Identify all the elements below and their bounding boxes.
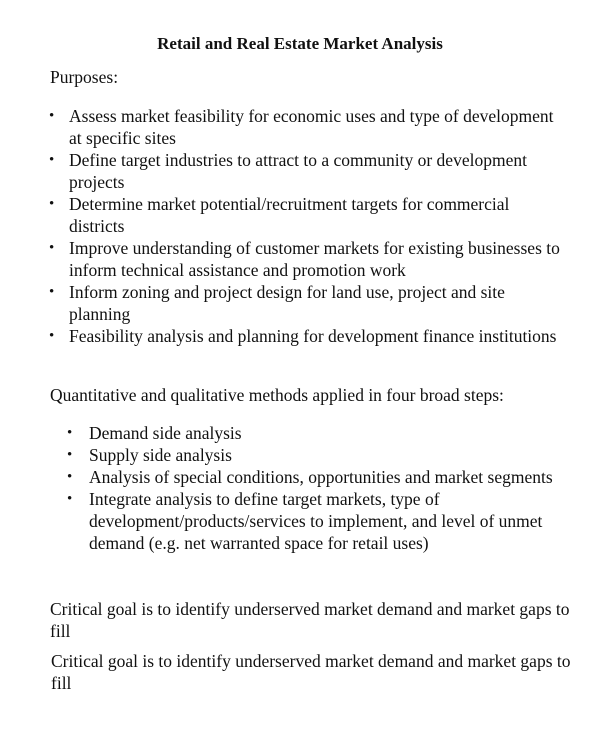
bullet-icon: • <box>49 240 55 256</box>
steps-list <box>67 422 559 554</box>
critical-goal-text-repeat: Critical goal is to identify underserved market demand and market gaps to fill <box>51 651 571 693</box>
list-item-text: Feasibility analysis and planning for development finance institutions <box>69 326 557 346</box>
list-item-text: Demand side analysis <box>89 423 242 443</box>
bullet-icon: • <box>49 284 55 300</box>
list-item <box>67 466 559 488</box>
list-item <box>67 488 559 554</box>
list-item <box>67 444 559 466</box>
list-item-text: Inform zoning and project design for land use, project and site planning <box>69 282 505 324</box>
purposes-list <box>49 105 569 347</box>
document-title: Retail and Real Estate Market Analysis <box>157 34 443 53</box>
list-item-text: Supply side analysis <box>89 445 232 465</box>
purposes-heading: Purposes: <box>50 67 119 87</box>
list-item <box>49 237 569 281</box>
list-item-text: Integrate analysis to define target markets, type of development/products/services to implement, and level of unmet demand (e.g. net warranted space for retail uses) <box>89 489 543 553</box>
list-item-text: Analysis of special conditions, opportunities and market segments <box>89 467 553 487</box>
bullet-icon: • <box>49 196 55 212</box>
critical-goal-text: Critical goal is to identify underserved market demand and market gaps to fill <box>50 599 570 641</box>
list-item <box>49 193 569 237</box>
bullet-icon: • <box>67 425 73 441</box>
list-item <box>49 325 569 347</box>
list-item-text: Assess market feasibility for economic uses and type of development at specific sites <box>69 106 554 148</box>
list-item <box>67 422 559 444</box>
bullet-icon: • <box>67 491 73 507</box>
list-item <box>49 105 569 149</box>
list-item <box>49 281 569 325</box>
bullet-icon: • <box>49 328 55 344</box>
list-item <box>49 149 569 193</box>
bullet-icon: • <box>49 152 55 168</box>
bullet-icon: • <box>67 469 73 485</box>
list-item-text: Define target industries to attract to a community or development projects <box>69 150 527 192</box>
list-item-text: Determine market potential/recruitment targets for commercial districts <box>69 194 510 236</box>
methods-heading: Quantitative and qualitative methods applied in four broad steps: <box>50 385 504 405</box>
bullet-icon: • <box>67 447 73 463</box>
list-item-text: Improve understanding of customer markets for existing businesses to inform technical assistance and promotion work <box>69 238 560 280</box>
bullet-icon: • <box>49 108 55 124</box>
